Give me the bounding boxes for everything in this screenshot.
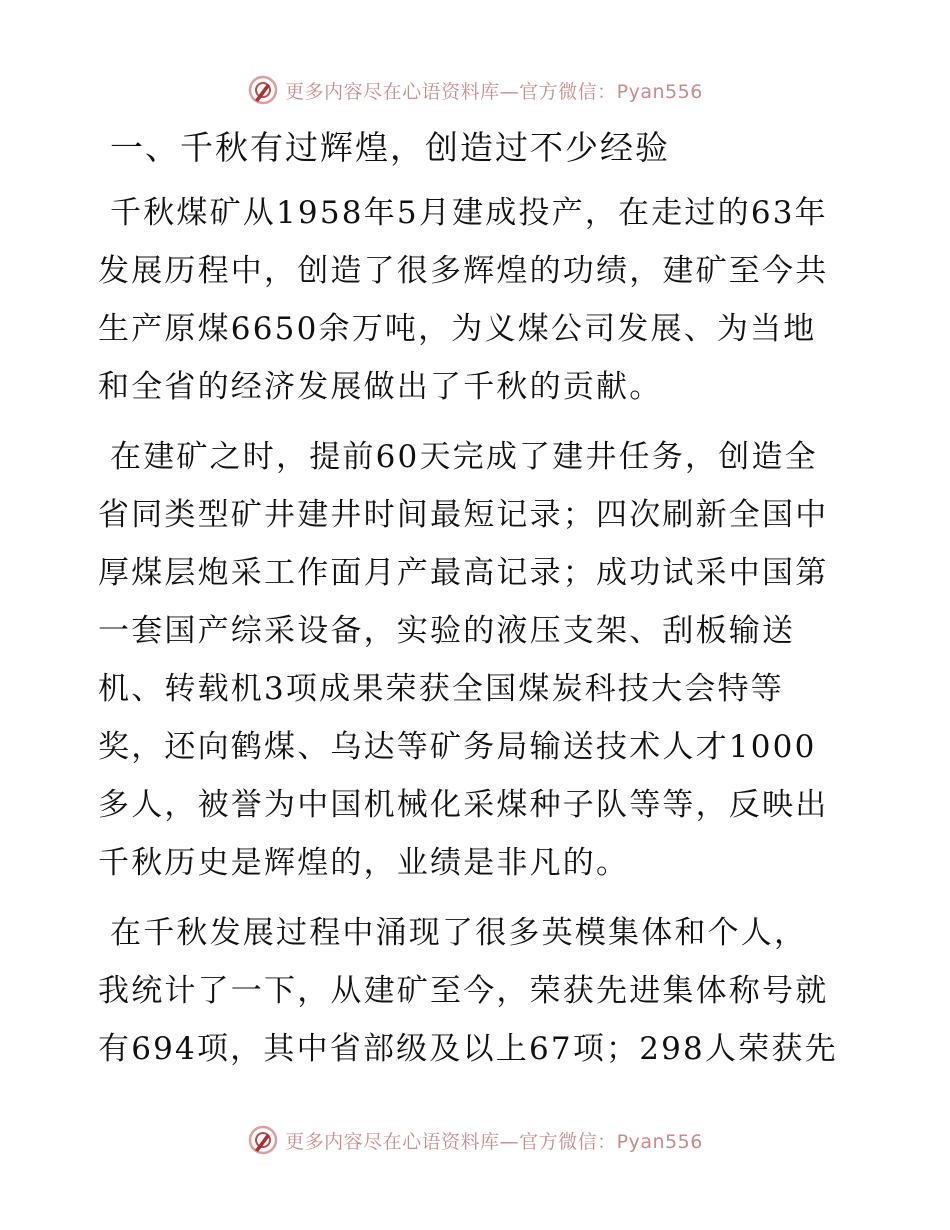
text-line: 机、转载机3项成果荣获全国煤炭科技大会特等: [98, 671, 784, 707]
text-line: 千秋煤矿从1958年5月建成投产，在走过的63年: [110, 195, 828, 231]
text-line: 和全省的经济发展做出了千秋的贡献。: [98, 369, 663, 405]
text-line: 生产原煤6650余万吨，为义煤公司发展、为当地: [98, 311, 817, 347]
text-line: 有694项，其中省部级及以上67项；298人荣获先: [98, 1031, 838, 1067]
watermark-text: 更多内容尽在心语资料库—官方微信：Pyan556: [285, 1130, 703, 1153]
text-line: 我统计了一下，从建矿至今，荣获先进集体称号就: [98, 973, 829, 1009]
logo-icon: [247, 74, 279, 106]
paragraph-2: [98, 428, 858, 892]
paragraph-3: [98, 904, 858, 1078]
text-line: 奖，还向鹤煤、乌达等矿务局输送技术人才1000: [98, 729, 817, 765]
text-line: 省同类型矿井建井时间最短记录；四次刷新全国中: [98, 497, 829, 533]
section-heading: 一、千秋有过辉煌，创造过不少经验: [110, 128, 670, 167]
document-body: [98, 122, 858, 1090]
text-line: 多人，被誉为中国机械化采煤种子队等等，反映出: [98, 787, 829, 823]
text-line: 发展历程中，创造了很多辉煌的功绩，建矿至今共: [98, 253, 829, 289]
text-line: 在建矿之时，提前60天完成了建井任务，创造全: [110, 439, 818, 475]
text-line: 千秋历史是辉煌的，业绩是非凡的。: [98, 845, 630, 881]
logo-icon: [247, 1124, 279, 1156]
paragraph-1: [98, 184, 858, 416]
watermark-text: 更多内容尽在心语资料库—官方微信：Pyan556: [285, 80, 703, 103]
watermark-banner-bottom: [0, 1120, 950, 1160]
watermark-banner-top: [0, 70, 950, 110]
text-line: 厚煤层炮采工作面月产最高记录；成功试采中国第: [98, 555, 829, 591]
text-line: 在千秋发展过程中涌现了很多英模集体和个人，: [110, 915, 808, 951]
text-line: 一套国产综采设备，实验的液压支架、刮板输送: [98, 613, 796, 649]
